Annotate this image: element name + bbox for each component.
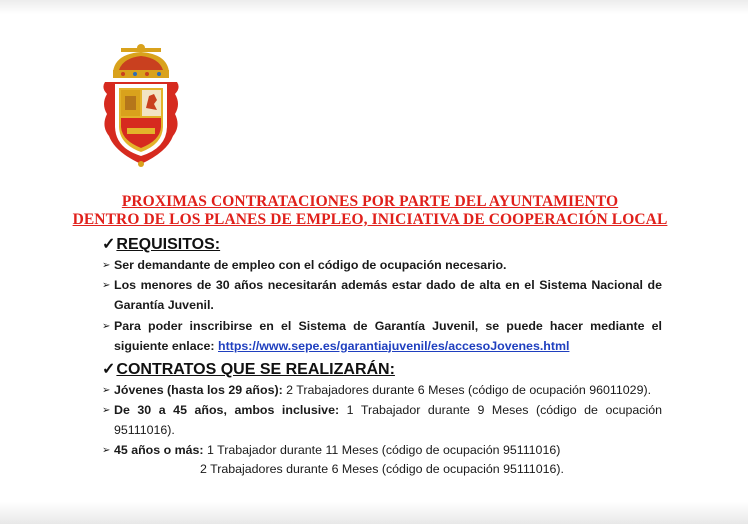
arrow-bullet-icon: ➢ [102, 321, 111, 332]
section-contratos-title: ✓CONTRATOS QUE SE REALIZARÁN: [102, 361, 395, 378]
list-item: ➢ Jóvenes (hasta los 29 años): 2 Trabajadores durante 6 Meses (código de ocupación 96011029). [102, 381, 662, 401]
check-icon: ✓ [102, 236, 116, 253]
coat-of-arms-icon [99, 42, 183, 170]
arrow-bullet-icon: ➢ [102, 405, 111, 416]
list-item: ➢ Ser demandante de empleo con el código de ocupación necesario. [102, 256, 662, 276]
arrow-bullet-icon: ➢ [102, 385, 111, 396]
list-item: ➢ De 30 a 45 años, ambos inclusive: 1 Trabajador durante 9 Meses (código de ocupación 95111016). [102, 403, 662, 437]
section-requisitos-title: ✓REQUISITOS: [102, 236, 221, 253]
page-edge-top [0, 0, 748, 14]
sepe-garantia-juvenil-link[interactable]: https://www.sepe.es/garantiajuvenil/es/accesoJovenes.html [218, 338, 570, 353]
arrow-bullet-icon: ➢ [102, 260, 111, 271]
heading-line-2: DENTRO DE LOS PLANES DE EMPLEO, INICIATIVA DE COOPERACIÓN LOCAL [72, 211, 668, 228]
list-item: ➢ 45 años o más: 1 Trabajador durante 11 Meses (código de ocupación 95111016) [102, 441, 662, 461]
list-item-continuation: 2 Trabajadores durante 6 Meses (código de ocupación 95111016). [200, 462, 564, 476]
page-edge-bottom [0, 502, 748, 524]
check-icon: ✓ [102, 361, 116, 378]
list-item: ➢ Para poder inscribirse en el Sistema de Garantía Juvenil, se puede hacer mediante el siguiente enlace: https://www.sepe.es/garantiajuvenil/es/accesoJovenes.html [102, 319, 662, 353]
heading-line-1: PROXIMAS CONTRATACIONES POR PARTE DEL AYUNTAMIENTO [121, 193, 619, 210]
arrow-bullet-icon: ➢ [102, 445, 111, 456]
list-item: ➢ Los menores de 30 años necesitarán además estar dado de alta en el Sistema Nacional de Garantía Juvenil. [102, 278, 662, 312]
arrow-bullet-icon: ➢ [102, 280, 111, 291]
